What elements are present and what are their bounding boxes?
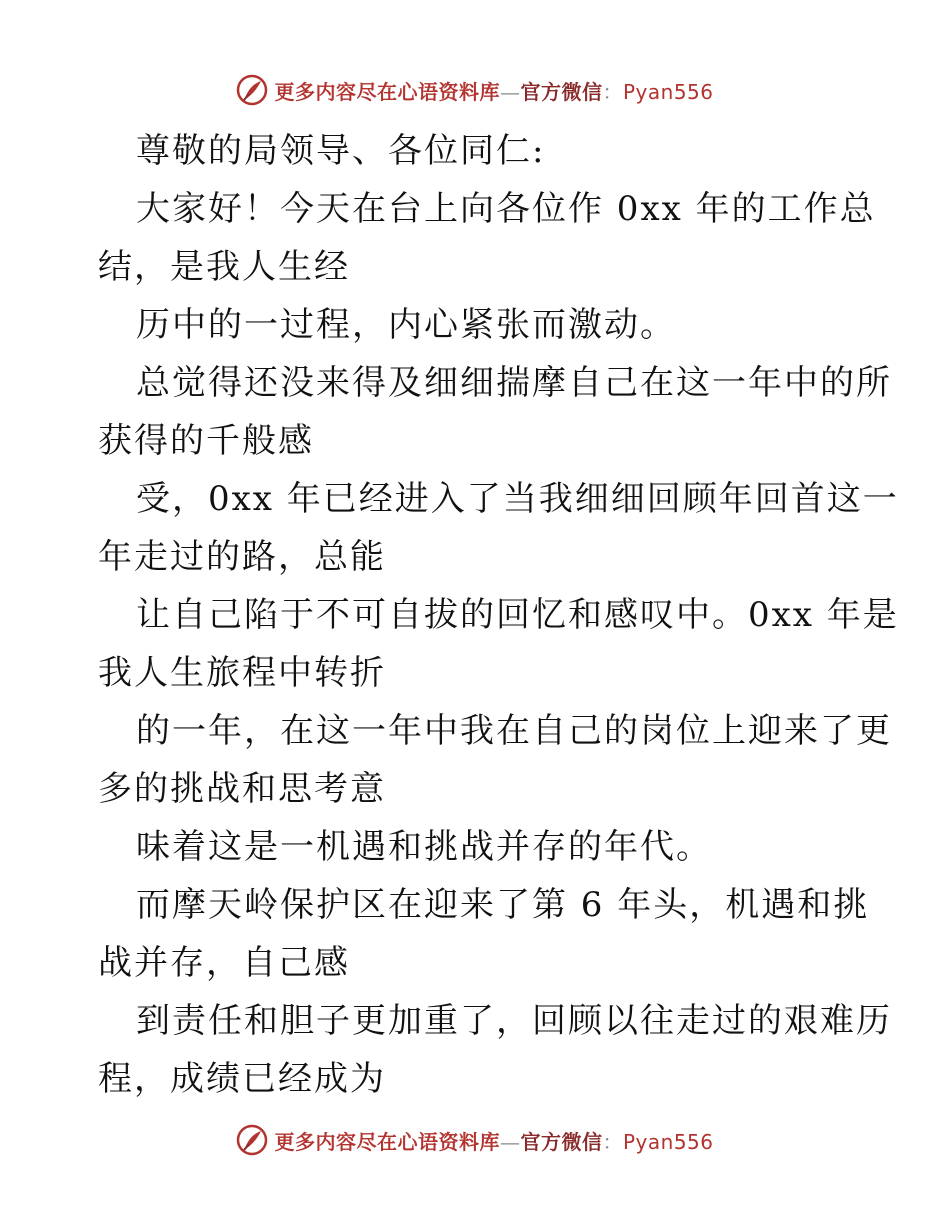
document-line: 而摩天岭保护区在迎来了第 6 年头，机遇和挑 xyxy=(136,885,870,925)
banner-wechat-label: 官方微信 xyxy=(520,79,603,104)
document-line: 味着这是一机遇和挑战并存的年代。 xyxy=(136,827,712,867)
feather-pen-logo-icon xyxy=(236,1124,268,1156)
document-line: 的一年，在这一年中我在自己的岗位上迎来了更 xyxy=(136,711,892,751)
document-line: 历中的一过程，内心紧张而激动。 xyxy=(136,305,676,345)
footer-banner xyxy=(0,1120,950,1160)
document-line: 年走过的路，总能 xyxy=(98,537,386,577)
document-line: 多的挑战和思考意 xyxy=(98,769,386,809)
banner-dash: — xyxy=(499,79,521,104)
banner-separator: ： xyxy=(602,1129,623,1154)
document-line: 程，成绩已经成为 xyxy=(98,1059,386,1099)
banner-wechat-label: 官方微信 xyxy=(520,1129,603,1154)
banner-text xyxy=(274,1126,713,1155)
document-line: 我人生旅程中转折 xyxy=(98,653,386,693)
document-line: 让自己陷于不可自拔的回忆和感叹中。0xx 年是 xyxy=(136,595,899,635)
banner-wechat-id: Pyan556 xyxy=(622,79,714,104)
banner-dash: — xyxy=(499,1129,521,1154)
document-line: 获得的千般感 xyxy=(98,421,314,461)
document-line: 受，0xx 年已经进入了当我细细回顾年回首这一 xyxy=(136,479,899,519)
header-banner xyxy=(0,70,950,110)
banner-separator: ： xyxy=(602,79,623,104)
banner-wechat-id: Pyan556 xyxy=(622,1129,714,1154)
document-line: 尊敬的局领导、各位同仁: xyxy=(136,131,546,171)
document-line: 大家好！今天在台上向各位作 0xx 年的工作总 xyxy=(136,189,876,229)
document-line: 到责任和胆子更加重了，回顾以往走过的艰难历 xyxy=(136,1001,892,1041)
document-line: 总觉得还没来得及细细揣摩自己在这一年中的所 xyxy=(136,363,892,403)
document-body xyxy=(98,122,899,1108)
document-line: 战并存，自己感 xyxy=(98,943,350,983)
feather-pen-logo-icon xyxy=(236,74,268,106)
document-line: 结，是我人生经 xyxy=(98,247,350,287)
banner-brand: 更多内容尽在心语资料库 xyxy=(274,1129,500,1154)
banner-brand: 更多内容尽在心语资料库 xyxy=(274,79,500,104)
banner-text xyxy=(274,76,713,105)
